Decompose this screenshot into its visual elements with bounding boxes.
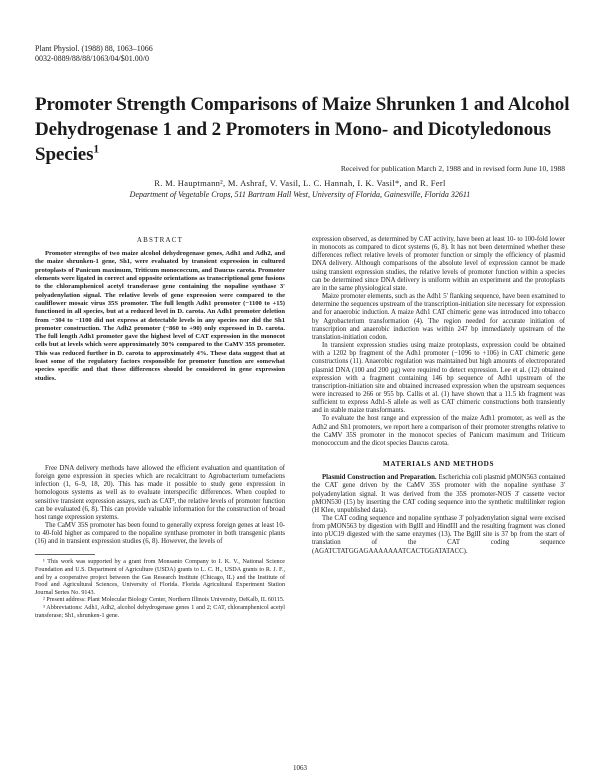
journal-line-2: 0032-0889/88/88/1063/04/$01.00/0 <box>35 54 149 63</box>
methods-paragraph <box>312 474 565 515</box>
body-paragraph: In transient expression studies using maize protoplasts, expression could be obtained with a 1202 bp fragment of the Adh1 promoter (−1096 to +106) in CAT chimeric gene constructions (11). Anaerobic regulation was maintained but high amounts of electroporated plasmid DNA (100 and 200 µg) were required to detect expression. Lee et al. (12) obtained expression with a fragment containing 146 bp sequence of Adh1 upstream of the transcription-initiation site and obtained increased expression when the upstream sequences were increased to 266 or 955 bp. Callis et al. (1) have shown that a 11.5 kb fragment was sufficient to express Adh1-S allele as well as CAT chimeric constructions both transiently and in stable maize transformants. <box>312 342 565 415</box>
methods-text: Escherichia coli plasmid pMON563 contained the CAT gene driven by the CaMV 35S promoter with the nopaline synthase 3' polyadenylation signal. It was derived from the 35S promoter-NOS 3' cassette vector pMON530 (15) by inserting the CAT coding sequence into the synthetic multilinker region (H Klee, unpublished data). <box>312 474 565 514</box>
right-column <box>312 236 565 556</box>
footnotes <box>35 559 285 620</box>
author-list: R. M. Hauptmann², M. Ashraf, V. Vasil, L. C. Hannah, I. K. Vasil*, and R. Ferl <box>154 178 446 188</box>
subsection-heading: Plasmid Construction and Preparation. <box>322 474 437 482</box>
intro-paragraph: Free DNA delivery methods have allowed the efficient evaluation and quantitation of foreign gene expression in species which are recalcitrant to Agrobacterium tumefaciens infection (1, 6–9, 18, 20). This has made it possible to study gene expression in homologous systems as well as to evaluate interspecific differences. When coupled to sensitive transient expression assays, such as CAT³, the relative levels of promoter function can be evaluated (6, 8). This can provide valuable information for the construction of broad host range expression systems. <box>35 464 285 521</box>
methods-paragraph: The CAT coding sequence and nopaline synthase 3' polyadenylation signal were excised from pMON563 by digestion with BglII and HindIII and the resulting fragment was cloned into pUC19 digested with the same enzymes (13). The BglII site is 37 bp from the start of translation of the CAT coding sequence (AGATCTATGGAGAAAAAAATCACTGGATATACC). <box>312 515 565 555</box>
journal-line-1: Plant Physiol. (1988) 88, 1063–1066 <box>35 44 153 53</box>
body-paragraph: To evaluate the host range and expression of the maize Adh1 promoter, as well as the Adh2 and Sh1 promoters, we report here a comparison of their promoter strengths relative to the CaMV 35S promoter in the monocot species of Panicum maximum and Triticum monococcum and the dicot species Daucus carota. <box>312 415 565 447</box>
footnote-rule <box>35 554 95 555</box>
intro-paragraph: The CaMV 35S promoter has been found to generally express foreign genes at least 10- to 40-fold higher as compared to the nopaline synthase promoter in both transgenic plants (16) and in transient expression studies (6, 8). However, the levels of <box>35 522 285 546</box>
footnote: ³ Abbreviations: Adh1, Adh2, alcohol dehydrogenase genes 1 and 2; CAT, chloramphenicol acetyl transferase; Sh1, shrunken-1 gene. <box>35 605 285 619</box>
received-dates: Received for publication March 2, 1988 and in revised form June 10, 1988 <box>340 164 565 173</box>
journal-citation <box>35 44 153 64</box>
article-title <box>35 92 575 167</box>
footnote: ² Present address: Plant Molecular Biology Center, Northern Illinois University, DeKalb, IL 60115. <box>43 597 285 604</box>
introduction <box>35 465 285 547</box>
page-number: 1063 <box>293 764 307 772</box>
body-paragraph: Maize promoter elements, such as the Adh1 5' flanking sequence, have been examined to determine the sequences upstream of the transcription-initiation site necessary for expression and for anaerobic induction. A maize Adh1 CAT chimeric gene was introduced into tobacco by Agrobacterium transformation (4). The region needed for accurate initiation of transcription and anaerobic induction was within 247 bp immediately upstream of the translation-initiation codon. <box>312 293 565 341</box>
affiliation: Department of Vegetable Crops, 511 Bartram Hall West, University of Florida, Gainesville, Florida 32611 <box>129 190 471 199</box>
abstract-text: Promoter strengths of two maize alcohol dehydrogenase genes, Adh1 and Adh2, and the maize shrunken-1 gene, Sh1, were evaluated by transient expression in cultured protoplasts of Panicum maximum, Triticum monococcum, and Daucus carota. Promoter elements were ligated in correct and opposite orientations as transcriptional gene fusions to the chloramphenicol acetyl transferase gene containing the nopaline synthase 3' polyadenylation signal. The relative levels of gene expression were compared to the cauliflower mosaic virus 35S promoter. The full length Adh1 promoter (−1100 to +15) functioned in all species, but at a reduced level in D. carota. An Adh1 promoter deletion from −304 to −1100 did not express at detectable levels in any species nor did the Sh1 promoter construction. The Adh2 promoter (−860 to +90) only expressed in D. carota. The full length Adh1 promoter gave the highest level of CAT expression in the monocot cells but at levels which were approximately 30% compared to the CaMV 35S promoter. This was reduced further in D. carota to approximately 4%. These data suggest that at least some of the regulatory factors responsible for promoter function are somewhat species specific and that these differences should be considered in gene expression studies. <box>35 250 285 382</box>
abstract-heading: ABSTRACT <box>136 236 184 244</box>
title-footnote-mark: 1 <box>93 143 100 156</box>
footnote: ¹ This work was supported by a grant from Monsanto Company to I. K. V., National Science Foundation and U.S. Department of Agriculture (USDA) grants to L. C. H., USDA grants to R. J. F., and by a cooperative project between the Gas Research Institute (Chicago, IL) and the Institute of Food and Agricultural Sciences, University of Florida. Florida Agricultural Experiment Station Journal Series No. 9143. <box>35 559 285 596</box>
left-column <box>35 236 285 620</box>
methods-heading: MATERIALS AND METHODS <box>382 460 495 469</box>
article-title-text: Promoter Strength Comparisons of Maize Shrunken 1 and Alcohol Dehydrogenase 1 and 2 Promoters in Mono- and Dicotyledonous Species <box>35 94 570 165</box>
body-paragraph: expression observed, as determined by CAT activity, have been at least 10- to 100-fold lower in monocots as compared to dicot systems (6, 8). It has not been determined whether these differences reflect relative levels of promoter function or simply the efficiency of plasmid DNA delivery. Although comparisons of the absolute level of expression cannot be made using transient expression studies, the relative levels of promoter function within a species can be determined since DNA delivery is uniform within an experiment and the protoplasts are in the same physiological state. <box>312 236 565 292</box>
